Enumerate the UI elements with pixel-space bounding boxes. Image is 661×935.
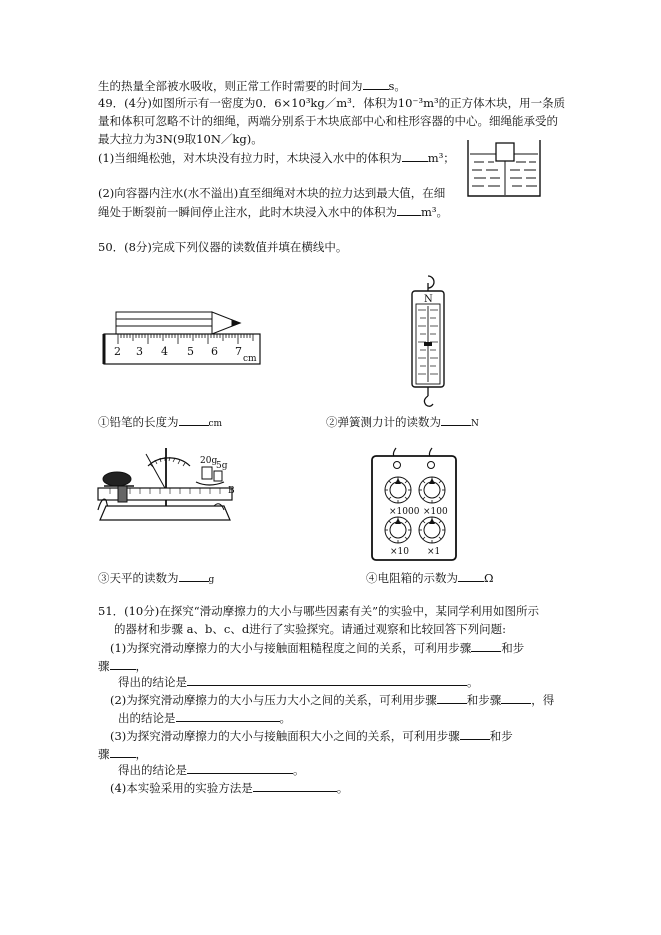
q51-p3-text-f: 。 [293,763,305,777]
q51-p2-blank-step2[interactable] [501,692,531,704]
q51-p2-line1 [110,692,554,708]
q51-p1-line3 [118,674,479,690]
resistance-box-mult-1: ×1 [427,547,441,557]
q51-p3-text-e: 得出的结论是 [118,763,187,777]
q49-stem-line2: 量和体积可忽略不计的细绳，两端分别系于木块底部中心和柱形容器的中心。细绳能承受的 [98,114,558,128]
q49-part2-unit: m³。 [421,205,449,219]
q51-p4-blank-method[interactable] [253,780,337,792]
q50-item3-text: ③天平的读数为 [98,571,179,585]
q49-stem-line3: 最大拉力为3N(9取10N／kg)。 [98,132,263,146]
q51-p3-line2 [98,746,147,762]
q51-p2-text-c: ，得 [531,693,555,707]
resistance-box-mult-100: ×100 [423,507,448,517]
q51-p3-line3 [118,762,305,778]
q50-item4-line [366,570,494,586]
spring-scale-unit-label: N [424,294,433,305]
q50-item3-line [98,570,214,588]
q49-stem-line1: 49．(4分)如图所示有一密度为0．6×10³kg／m³．体积为10⁻³m³的正方体木块，用一条质 [98,96,566,110]
q51-p1-text-e: 得出的结论是 [118,675,187,689]
ruler-tick-6: 6 [211,345,218,358]
q51-p2-text-d: 出的结论是 [118,711,176,725]
q50-item3-blank[interactable] [179,570,209,582]
ruler-tick-7: 7 [235,345,242,358]
q51-p1-text-f: 。 [467,675,479,689]
q51-p3-line1 [110,728,513,744]
q51-p3-blank-step1[interactable] [460,728,490,740]
balance-weight-20g: 20g [200,456,218,466]
ruler-tick-3: 3 [136,345,143,358]
q50-item1-text: ①铅笔的长度为 [98,415,179,429]
q51-p2-text-b: 和步骤 [466,693,502,707]
q51-p2-blank-conclusion[interactable] [176,710,280,722]
q51-p3-text-a: (3)为探究滑动摩擦力的大小与接触面积大小之间的关系，可利用步骤 [110,729,460,743]
q51-p4-line [110,780,348,796]
resistance-box-mult-1000: ×1000 [389,507,420,517]
balance-weight-5g: 5g [216,461,228,471]
q51-p3-blank-conclusion[interactable] [187,762,293,774]
q50-item4-text: ④电阻箱的示数为 [366,571,458,585]
q51-stem-line2: 的器材和步骤 a、b、c、d进行了实验探究。请通过观察和比较回答下列问题: [114,622,507,636]
q50-item3-unit: g [208,575,215,585]
q51-p4-text-b: 。 [336,781,349,795]
q51-p1-line2 [98,658,147,674]
ruler-tick-4: 4 [161,345,168,358]
q49-part1-text: (1)当细绳松弛，对木块没有拉力时，木块浸入水中的体积为 [98,151,402,165]
q51-p1-line1 [110,640,524,656]
q51-p2-text-a: (2)为探究滑动摩擦力的大小与压力大小之间的关系，可利用步骤 [110,693,437,707]
ruler-unit: cm [243,354,257,364]
q51-p3-text-c: 骤 [98,747,110,761]
q51-p1-text-b: 和步 [501,641,525,655]
q50-item2-text: ②弹簧测力计的读数为 [326,415,441,429]
q50-item4-unit: Ω [484,571,494,585]
q51-p2-line2 [118,710,291,726]
q51-p3-text-b: 和步 [489,729,513,743]
q51-p3-blank-step2[interactable] [110,746,136,758]
q51-p1-text-d: ， [135,659,147,673]
q50-item2-unit: N [471,419,479,429]
q50-item1-unit: cm [208,419,223,429]
q49-part2-text: 绳处于断裂前一瞬间停止注水，此时木块浸入水中的体积为 [98,205,397,219]
q51-p2-blank-step1[interactable] [437,692,467,704]
q49-part2-line1: (2)向容器内注水(水不溢出)直至细绳对木块的拉力达到最大值，在细 [98,186,446,200]
q49-part1-unit: m³； [427,151,455,165]
q51-p3-text-d: ， [135,747,147,761]
q48-tail-text: 生的热量全部被水吸收，则正常工作时需要的时间为 [98,79,363,93]
q51-p1-blank-step2[interactable] [110,658,136,670]
q51-stem-line1: 51．(10分)在探究“滑动摩擦力的大小与哪些因素有关”的实验中，某同学利用如图所示 [98,604,539,618]
q51-p1-text-c: 骤 [98,659,110,673]
q48-tail-unit: s。 [388,79,406,93]
q51-p2-text-e: 。 [279,711,291,725]
q50-item4-blank[interactable] [458,570,484,582]
balance-label-b: B [228,486,235,496]
resistance-box-mult-10: ×10 [390,547,409,557]
q51-p4-text-a: (4)本实验采用的实验方法是 [110,781,253,795]
q51-p1-blank-step1[interactable] [471,640,501,652]
q51-p1-blank-conclusion[interactable] [187,674,467,686]
ruler-tick-2: 2 [114,345,121,358]
q51-p1-text-a: (1)为探究滑动摩擦力的大小与接触面粗糙程度之间的关系，可利用步骤 [110,641,472,655]
q50-title: 50．(8分)完成下列仪器的读数值并填在横线中。 [98,240,348,254]
ruler-tick-5: 5 [187,345,194,358]
